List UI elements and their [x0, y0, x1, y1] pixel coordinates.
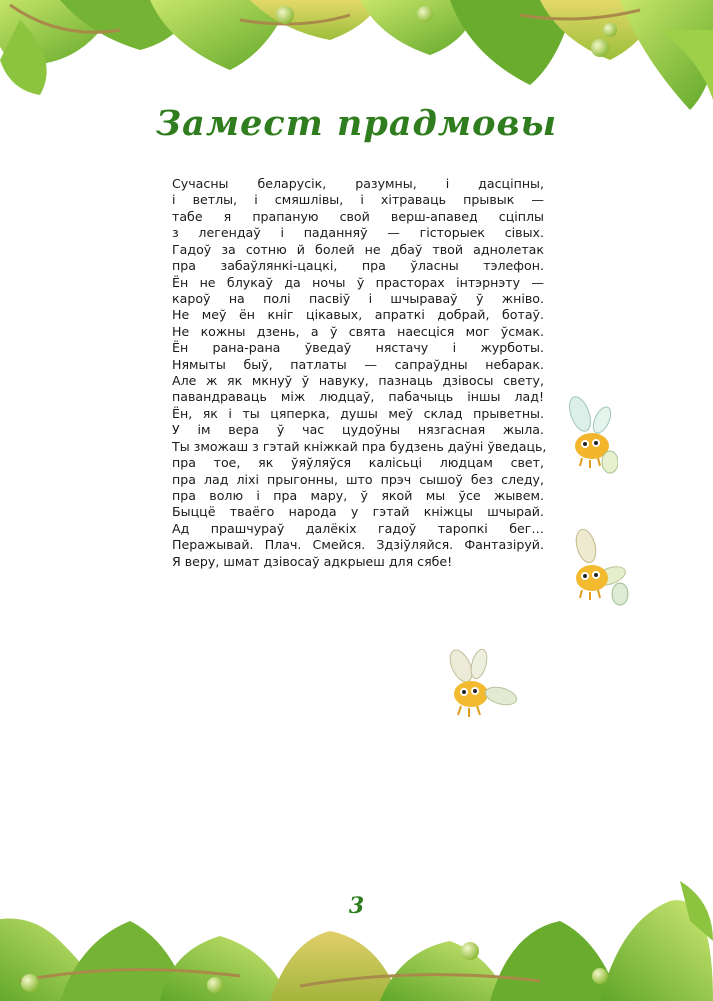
poem-line: У ім вера ў час цудоўны нязгасная жыла. [172, 422, 544, 438]
bee-illustration [566, 396, 618, 476]
acorns [276, 6, 617, 57]
poem-line: Не меў ён кніг цікавых, апраткі добрай, ботаў. [172, 307, 544, 323]
poem-line: Ён рана-рана ўведаў нястачу і журботы. [172, 340, 544, 356]
poem-line: пра забаўлянкі-цацкі, пра ўласны тэлефон. [172, 258, 544, 274]
poem-line: пра лад ліхі прыгонны, што прэч сышоў без следу, [172, 471, 544, 487]
poem-line: і ветлы, і смяшлівы, і хітраваць прывык — [172, 192, 544, 208]
poem-line: табе я прапаную свой верш-апавед сціплы [172, 208, 544, 224]
poem-line: Не кожны дзень, а ў свята наесціся мог ўсмак. [172, 323, 544, 339]
poem-line: з легендаў і паданняў — гісторыек сівых. [172, 225, 544, 241]
page-title: Замест прадмовы [155, 103, 558, 144]
poem-line: Ад прашчураў далёкіх гадоў таропкі бег… [172, 520, 544, 536]
bee-illustration [441, 648, 521, 728]
poem-line: Ён, як і ты цяперка, душы меў склад прыветны. [172, 405, 544, 421]
poem-line: павандраваць між людцаў, пабачыць іншы лад! [172, 389, 544, 405]
poem-line: кароў на полі пасвіў і шчыраваў ў жніво. [172, 290, 544, 306]
poem-line: Быццё тваёго народа у гэтай кніжцы шчырай. [172, 504, 544, 520]
poem-line: Нямыты быў, патлаты — сапраўдны небарак. [172, 356, 544, 372]
leaf-cluster [0, 0, 713, 110]
oak-leaf-border-top [0, 0, 713, 110]
poem-line: Гадоў за сотню й болей не дбаў твой аднолетак [172, 241, 544, 257]
poem-line: Ён не блукаў да ночы ў прасторах інтэрнэту — [172, 274, 544, 290]
poem-line: Сучасны беларусік, разумны, і дасціпны, [172, 176, 544, 191]
poem-line: пра волю і пра мару, ў якой мы ўсе жывем. [172, 488, 544, 504]
poem-line: пра тое, як ўяўляўся калісьці людцам свет, [172, 455, 544, 471]
page-number: 3 [348, 893, 365, 919]
poem-line: Ты зможаш з гэтай кніжкай пра будзень даўні ўведаць, [172, 438, 547, 454]
poem-line: Але ж як мкнуў ў навуку, пазнаць дзівосы свету, [172, 373, 544, 389]
acorns [21, 942, 608, 993]
bee-illustration [570, 528, 632, 608]
poem-line: Я веру, шмат дзівосаў адкрыеш для сябе! [172, 553, 453, 569]
poem-text [172, 176, 547, 570]
poem-line: Перажывай. Плач. Смейся. Здзіўляйся. Фантазіруй. [172, 537, 544, 553]
